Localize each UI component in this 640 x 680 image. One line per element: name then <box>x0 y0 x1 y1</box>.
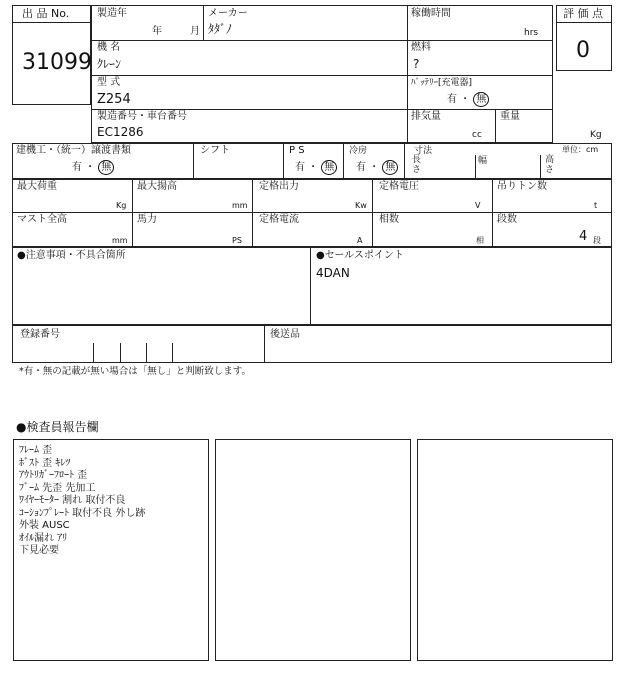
rated-voltage-unit: V <box>475 201 481 210</box>
remark-line: ﾎﾞｽﾄ 歪 ｷﾚﾂ <box>19 457 71 469</box>
phase-unit: 相 <box>476 236 484 245</box>
fuel-value: ? <box>413 57 420 71</box>
max-lift-unit: mm <box>232 201 248 210</box>
remark-line: ﾌﾞｰﾑ 先歪 先加工 <box>19 482 96 494</box>
year-suffix: 年 <box>152 26 162 37</box>
mast-unit: mm <box>112 236 128 245</box>
rated-current-unit: A <box>357 236 363 245</box>
horsepower-unit: PS <box>232 236 242 245</box>
width-label: 幅 <box>478 156 488 166</box>
inspector-remarks <box>19 445 145 558</box>
rated-voltage-label: 定格電圧 <box>379 181 419 192</box>
battery-yes: 有 ・ <box>447 94 471 105</box>
ps-no-circled: 無 <box>321 160 337 175</box>
registration-block <box>12 325 612 363</box>
remark-line: ｵｲﾙ漏れ ｱﾘ <box>19 532 68 544</box>
cooling-label: 冷房 <box>349 146 368 156</box>
stages-value: 4 <box>579 229 588 244</box>
fuel-label: 燃料 <box>411 42 431 53</box>
hours-label: 稼働時間 <box>411 8 451 19</box>
shipping-label: 後送品 <box>270 329 300 340</box>
unit-note: 単位：cm <box>562 145 599 154</box>
ps-label: P S <box>289 145 305 156</box>
displacement-label: 排気量 <box>411 111 441 122</box>
remark-line: ﾜｲﾔｰﾓｰﾀｰ 割れ 取付不良 <box>19 495 126 506</box>
rated-current-label: 定格電流 <box>259 214 299 225</box>
maker-label: メーカー <box>208 8 248 19</box>
lift-ton-unit: t <box>594 201 598 210</box>
phase-label: 相数 <box>379 214 399 225</box>
rated-output-unit: Kw <box>355 201 367 210</box>
ps-option <box>295 160 337 175</box>
caution-label: ●注意事項・不具合箇所 <box>17 250 126 261</box>
transfer-yes: 有 ・ <box>72 162 96 173</box>
displacement-unit: cc <box>472 130 482 140</box>
score-value: 0 <box>576 38 590 63</box>
battery-option <box>447 92 489 107</box>
month-suffix: 月 <box>190 26 200 37</box>
horsepower-label: 馬力 <box>137 214 157 225</box>
type-label: 型 式 <box>97 77 121 88</box>
item-no-value: 31099 <box>22 50 92 75</box>
stages-unit: 段 <box>593 236 601 245</box>
hours-unit: hrs <box>524 28 539 38</box>
model-name-label: 機 名 <box>97 42 121 53</box>
type-value: Z254 <box>97 92 131 107</box>
inspector-box-2 <box>215 439 411 661</box>
footnote: *有・無の記載が無い場合は「無し」と判断致します。 <box>19 366 251 377</box>
lift-ton-label: 吊りトン数 <box>497 181 547 192</box>
cooling-option <box>356 160 398 175</box>
transfer-label: 建機工・（統一）譲渡書類 <box>16 145 131 156</box>
sales-label: ●セールスポイント <box>316 250 404 261</box>
remark-line: ｺｰｼｮﾝﾌﾟﾚｰﾄ 取付不良 外し跡 <box>19 507 146 519</box>
max-load-unit: Kg <box>116 201 127 210</box>
inspector-box-3 <box>417 439 613 661</box>
model-name-value: ｸﾚｰﾝ <box>97 57 122 71</box>
ps-yes: 有 ・ <box>295 162 319 173</box>
max-load-label: 最大荷重 <box>17 181 57 192</box>
maker-value: ﾀﾀﾞﾉ <box>208 22 233 36</box>
remark-line: 外装 AUSC <box>19 520 70 531</box>
battery-no-circled: 無 <box>473 92 489 107</box>
serial-value: EC1286 <box>97 125 144 139</box>
year-label: 製造年 <box>97 8 127 19</box>
rated-output-label: 定格出力 <box>259 181 299 192</box>
serial-label: 製造番号・車台番号 <box>97 111 187 122</box>
cooling-yes: 有 ・ <box>356 162 380 173</box>
remark-line: 下見必要 <box>19 545 59 556</box>
cooling-no-circled: 無 <box>382 160 398 175</box>
item-no-label: 出 品 No. <box>22 7 70 20</box>
score-label: 評 価 点 <box>563 7 603 20</box>
max-lift-label: 最大揚高 <box>137 181 177 192</box>
transfer-option <box>72 160 114 175</box>
dims-label: 寸法 <box>414 146 433 156</box>
mast-label: マスト全高 <box>17 214 67 225</box>
stages-label: 段数 <box>497 214 517 225</box>
length-label: 長 さ <box>412 155 422 175</box>
shift-label: シフト <box>200 145 230 156</box>
weight-unit: Kg <box>590 130 602 140</box>
inspector-title: ●検査員報告欄 <box>16 420 99 434</box>
remark-line: ｱｳﾄﾘｶﾞｰﾌﾛｰﾄ 歪 <box>19 470 88 481</box>
registration-label: 登録番号 <box>20 329 60 340</box>
transfer-no-circled: 無 <box>98 160 114 175</box>
height-label: 高 さ <box>545 155 555 175</box>
battery-label: ﾊﾞｯﾃﾘｰ[充電器] <box>411 78 473 88</box>
sales-value: 4DAN <box>316 266 350 280</box>
weight-label: 重量 <box>500 111 520 122</box>
remark-line: ﾌﾚｰﾑ 歪 <box>19 445 53 456</box>
